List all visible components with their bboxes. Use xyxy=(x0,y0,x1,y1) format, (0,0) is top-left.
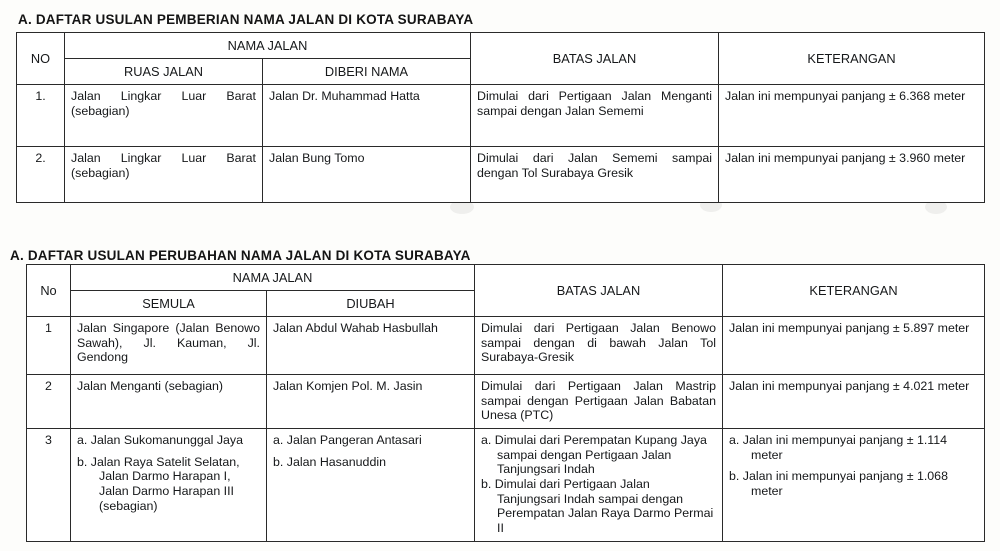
table-row xyxy=(27,375,985,429)
table-pemberian-nama-jalan xyxy=(16,32,985,203)
header-no: No xyxy=(27,265,71,317)
cell-diubah xyxy=(267,429,475,541)
cell-no: 2. xyxy=(17,147,65,203)
cell-batas-jalan: Dimulai dari Pertigaan Jalan Benowo sampai dengan di bawah Jalan Tol Surabaya-Gresik xyxy=(475,317,723,375)
section-title-pemberian-nama-jalan: A. DAFTAR USULAN PEMBERIAN NAMA JALAN DI KOTA SURABAYA xyxy=(18,12,474,27)
cell-semula xyxy=(71,429,267,541)
table-row xyxy=(17,147,985,203)
cell-diubah-item-a: a. Jalan Pangeran Antasari xyxy=(273,433,422,448)
header-diberi-nama: DIBERI NAMA xyxy=(263,59,471,85)
cell-keterangan: Jalan ini mempunyai panjang ± 4.021 meter xyxy=(723,375,985,429)
cell-keterangan-item-b: b. Jalan ini mempunyai panjang ± 1.068 meter xyxy=(729,469,948,499)
spacer xyxy=(273,448,468,455)
table-row xyxy=(27,317,985,375)
cell-keterangan: Jalan ini mempunyai panjang ± 5.897 meter xyxy=(723,317,985,375)
cell-diubah-item-b: b. Jalan Hasanuddin xyxy=(273,454,386,469)
cell-semula-item-a: a. Jalan Sukomanunggal Jaya xyxy=(77,433,244,448)
cell-no: 1. xyxy=(17,85,65,147)
table-row xyxy=(17,85,985,147)
cell-diberi-nama: Jalan Dr. Muhammad Hatta xyxy=(263,85,471,147)
table-header-group-row xyxy=(17,33,985,59)
cell-diberi-nama: Jalan Bung Tomo xyxy=(263,147,471,203)
cell-diubah: Jalan Komjen Pol. M. Jasin xyxy=(267,375,475,429)
cell-batas-jalan: Dimulai dari Pertigaan Jalan Menganti sampai dengan Jalan Sememi xyxy=(471,85,719,147)
cell-batas-item-a: a. Dimulai dari Perempatan Kupang Jaya sampai dengan Pertigaan Jalan Tanjungsari Indah xyxy=(481,433,707,477)
table-header-group-row xyxy=(27,265,985,291)
cell-semula: Jalan Menganti (sebagian) xyxy=(71,375,267,429)
header-batas-jalan: BATAS JALAN xyxy=(475,265,723,317)
cell-diubah: Jalan Abdul Wahab Hasbullah xyxy=(267,317,475,375)
cell-no: 1 xyxy=(27,317,71,375)
spacer xyxy=(77,448,260,455)
header-diubah: DIUBAH xyxy=(267,291,475,317)
cell-keterangan-item-a: a. Jalan ini mempunyai panjang ± 1.114 meter xyxy=(729,433,948,462)
cell-ruas-jalan: Jalan Lingkar Luar Barat (sebagian) xyxy=(65,147,263,203)
table-perubahan-nama-jalan xyxy=(26,264,985,542)
header-no: NO xyxy=(17,33,65,85)
cell-semula: Jalan Singapore (Jalan Benowo Sawah), Jl. Kauman, Jl. Gendong xyxy=(71,317,267,375)
header-nama-jalan-group: NAMA JALAN xyxy=(71,265,475,291)
header-keterangan: KETERANGAN xyxy=(723,265,985,317)
cell-ruas-jalan: Jalan Lingkar Luar Barat (sebagian) xyxy=(65,85,263,147)
section-title-perubahan-nama-jalan: A. DAFTAR USULAN PERUBAHAN NAMA JALAN DI KOTA SURABAYA xyxy=(10,248,471,263)
cell-keterangan xyxy=(723,429,985,541)
spacer xyxy=(729,462,978,469)
header-keterangan: KETERANGAN xyxy=(719,33,985,85)
header-nama-jalan-group: NAMA JALAN xyxy=(65,33,471,59)
cell-batas-jalan: Dimulai dari Pertigaan Jalan Mastrip sampai dengan Pertigaan Jalan Babatan Unesa (PTC) xyxy=(475,375,723,429)
header-ruas-jalan: RUAS JALAN xyxy=(65,59,263,85)
cell-semula-item-b: b. Jalan Raya Satelit Selatan, Jalan Darmo Harapan I, Jalan Darmo Harapan III (sebagian) xyxy=(77,454,240,513)
cell-keterangan: Jalan ini mempunyai panjang ± 3.960 meter xyxy=(719,147,985,203)
cell-keterangan: Jalan ini mempunyai panjang ± 6.368 meter xyxy=(719,85,985,147)
table-row xyxy=(27,429,985,541)
cell-no: 2 xyxy=(27,375,71,429)
cell-batas-jalan xyxy=(475,429,723,541)
cell-no: 3 xyxy=(27,429,71,541)
cell-batas-jalan: Dimulai dari Jalan Sememi sampai dengan Tol Surabaya Gresik xyxy=(471,147,719,203)
header-semula: SEMULA xyxy=(71,291,267,317)
cell-batas-item-b: b. Dimulai dari Pertigaan Jalan Tanjungsari Indah sampai dengan Perempatan Jalan Raya Darmo Permai II xyxy=(481,477,714,535)
header-batas-jalan: BATAS JALAN xyxy=(471,33,719,85)
